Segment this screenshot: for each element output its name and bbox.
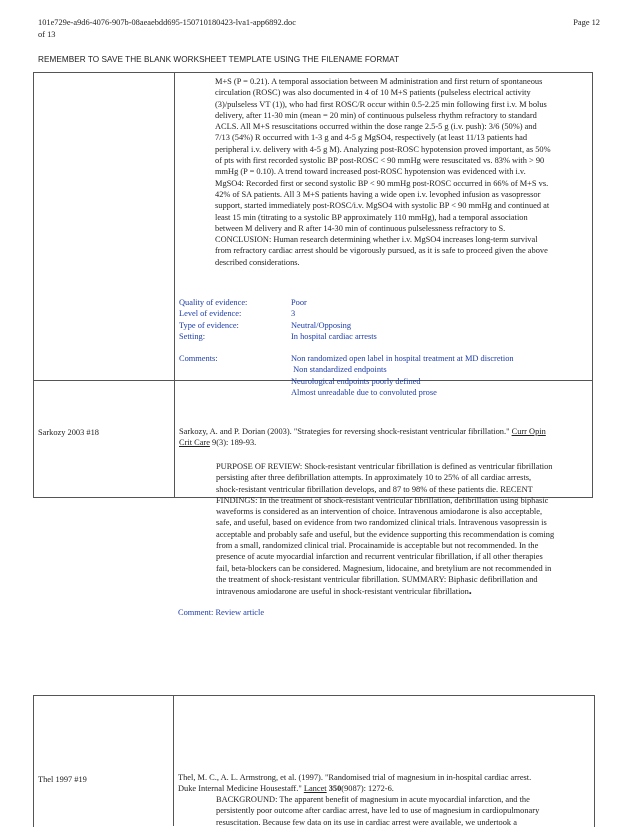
citation-text: Duke Internal Medicine Housestaff." (178, 784, 302, 794)
abstract-line: resuscitation. Because few data on its use in cardiac arrest were available, we undertook a (216, 817, 517, 827)
study-label-cell (34, 381, 175, 498)
comment-item: Non standardized endpoints (291, 365, 387, 375)
abstract-line: circulation (ROSC) was also documented in 4 of 10 M+S patients (pulseless electrical activity (215, 88, 531, 98)
study-label: Thel 1997 #19 (38, 775, 87, 784)
quality-value: Poor (291, 298, 307, 307)
table-row (34, 73, 593, 381)
abstract-line: the treatment of shock-resistant ventricular fibrillation. SUMMARY: Biphasic defibrillation and (216, 574, 538, 584)
abstract-line: presence of acute myocardial infarction and recurrent ventricular fibrillation, if all other therapies (216, 552, 543, 562)
abstract-line: least 15 min (titrating to a systolic BP approximately 110 mmHg), had a temporal association (215, 212, 528, 222)
comments-key: Comments: (179, 354, 218, 364)
citation (179, 426, 599, 449)
study-label-cell (34, 73, 175, 381)
abstract-line: from refractory cardiac arrest should be vigorously pursued, as it is safe to proceed given the above (215, 246, 548, 256)
citation-end: (9087): 1272-6. (341, 784, 394, 794)
abstract-line: persisting after three defibrillation attempts. In approximately 10 to 25% of all cardiac arrests, (216, 473, 532, 483)
abstract-line: PURPOSE OF REVIEW: Shock-resistant ventricular fibrillation is defined as ventricular fibrillation (216, 462, 553, 471)
abstract-line: intravenous amiodarone are useful in shock-resistant ventricular fibrillation. (216, 583, 472, 598)
abstract-line: CONCLUSION: Human research determining whether i.v. MgSO4 increases long-term survival (215, 235, 538, 245)
abstract-line: 42% of SA patients. All 3 M+S patients having a wide open i.v. levophed infusion as vasopressor (215, 189, 541, 199)
type-key: Type of evidence: (179, 320, 239, 330)
page-header (38, 17, 600, 41)
journal-link[interactable]: Lancet (303, 784, 327, 794)
abstract-line: mmHg (P = 0.10). A trend toward increased post-ROSC hypotension was evidenced with i.v. (215, 167, 526, 177)
citation-text: Sarkozy, A. and P. Dorian (2003). "Strategies for reversing shock-resistant ventricular fibrillation." (179, 427, 510, 436)
study-label: Sarkozy 2003 #18 (38, 428, 99, 437)
quality-key: Quality of evidence: (179, 298, 248, 307)
abstract-line: peripheral i.v. delivery with 4-5 g M). Analyzing post-ROSC hypotension proved important, as 50% (215, 144, 551, 154)
abstract-line: of pts with first recorded systolic BP post-ROSC < 90 mmHg were resuscitated vs. 83% with > 90 (215, 156, 545, 166)
type-row (179, 320, 579, 331)
abstract-line: delivery, after 11-30 min (mean = 20 min) of continuous pulseless rhythm refractory to standard (215, 110, 537, 120)
abstract-line: persistently poor outcome after cardiac arrest, have led to use of magnesium in cardiopulmonary (216, 806, 540, 816)
file-name-line: 101e729e-a9d6-4076-907b-08aeaebdd695-150710180423-lva1-app6892.doc (38, 18, 296, 27)
abstract-line: described considerations. (215, 257, 300, 267)
abstract-line: MgSO4: Recorded first or second systolic BP < 90 mmHg post-ROSC occurred in 66% of M+S vs. (215, 178, 549, 188)
setting-value: In hospital cardiac arrests (291, 331, 377, 341)
abstract-line: ACLS. All M+S resuscitations occurred within the dose range 2.5-5 g (i.v. push): 3/6 (50%) and (215, 122, 537, 132)
abstract-line: between M delivery and R after 14-30 min of continuous pulselessness refractory to S. (215, 223, 506, 233)
level-row (179, 308, 579, 319)
abstract-text (215, 76, 597, 268)
study-detail-cell (175, 73, 593, 398)
abstract-line: 7/13 (54%) R occurred with 1-3 g and 4-5 g MgSO4, respectively (at least 11/13 patients had (215, 133, 528, 143)
reminder-banner: REMEMBER TO SAVE THE BLANK WORKSHEET TEMPLATE USING THE FILENAME FORMAT (38, 55, 400, 64)
abstract-line: shock-resistant ventricular fibrillation develops, and 87 to 98% of these patients die. RECENT (216, 484, 533, 494)
journal-link-cont[interactable]: Crit Care (179, 438, 210, 448)
abstract-line: support, started immediately post-ROSC/i.v. MgSO4 with systolic BP < 90 mmHg and continued at (215, 201, 550, 211)
volume: 350 (328, 784, 342, 794)
abstract-line: M+S (P = 0.21). A temporal association between M administration and first return of spontaneous (215, 77, 543, 86)
citation-end: 9(3): 189-93. (212, 438, 257, 448)
abstract-line: BACKGROUND: The apparent benefit of magnesium in acute myocardial infarction, and the (216, 795, 530, 804)
level-value: 3 (291, 309, 296, 319)
citation-line-2 (178, 783, 594, 794)
thel-citation (178, 772, 594, 795)
level-key: Level of evidence: (179, 309, 242, 319)
review-comment: Comment: Review article (178, 608, 265, 617)
page-number: Page 12 (573, 18, 600, 27)
thel-abstract (216, 794, 596, 828)
abstract-line: FINDINGS: In the treatment of shock-resistant ventricular fibrillation, defibrillation using biphasic (216, 495, 549, 505)
comment-item: Non randomized open label in hospital treatment at MD discretion (291, 354, 514, 364)
quality-row (179, 297, 579, 308)
journal-link[interactable]: Curr Opin (511, 427, 546, 436)
row3-divider (173, 695, 174, 826)
abstract-line: safe, and useful, based on evidence from two randomized clinical trials. Intravenous vasopressin is (216, 518, 547, 528)
abstract-line: acceptable and probably safe and useful, but the evidence supporting this recommendation is coming (216, 529, 555, 539)
abstract-line: waveforms is considered as an intervention of choice. Intravenous amiodarone is also acceptable, (216, 507, 543, 517)
sentence-end-dot: . (468, 583, 472, 598)
type-value: Neutral/Opposing (291, 320, 352, 330)
setting-row (179, 331, 579, 342)
page-total-line: of 13 (38, 30, 56, 39)
setting-key: Setting: (179, 331, 206, 341)
abstract-line: from a small, randomized clinical trial. Procainamide is acceptable but not recommended. In the (216, 541, 539, 551)
worksheet-table (33, 72, 593, 498)
abstract-line: fail, beta-blockers can be considered. Magnesium, lidocaine, and bretylium are not recommended in (216, 563, 552, 573)
comment-item: Almost unreadable due to convoluted prose (291, 388, 437, 398)
comment-item: Neurological endpoints poorly defined (291, 376, 421, 386)
abstract-line: (3)/pulseless VT (1)), who had first ROSC/R occur within 0.5-2.25 min following first i.v. M bolus (215, 99, 547, 109)
review-abstract (216, 461, 596, 598)
citation-line-1: Thel, M. C., A. L. Armstrong, et al. (1997). "Randomised trial of magnesium in in-hospital cardiac arrest. (178, 773, 532, 782)
